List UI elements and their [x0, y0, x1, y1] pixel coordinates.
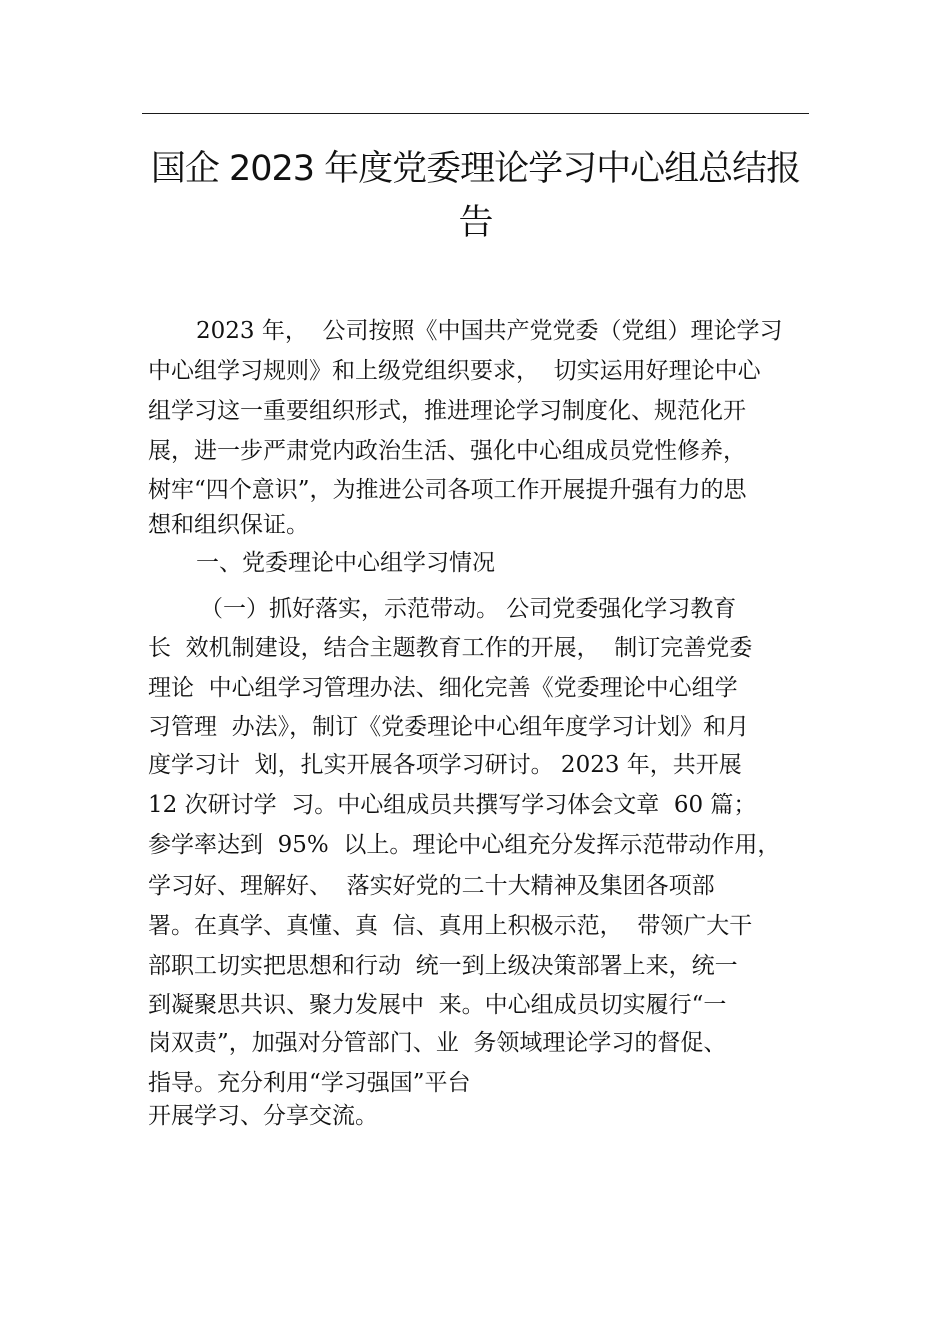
section-line-6: 12 次研讨学 习。中心组成员共撰写学习体会文章 60 篇；	[148, 792, 757, 818]
section-line-7: 参学率达到 95% 以上。理论中心组充分发挥示范带动作用，	[148, 832, 781, 858]
intro-line-1: 2023 年， 公司按照《中国共产党党委（党组）理论学习	[196, 318, 783, 344]
intro-line-4: 展，进一步严肃党内政治生活、强化中心组成员党性修养，	[148, 438, 746, 464]
intro-line-2: 中心组学习规则》和上级党组织要求， 切实运用好理论中心	[148, 358, 761, 384]
section-line-1: （一）抓好落实，示范带动。 公司党委强化学习教育	[200, 596, 737, 622]
document-title	[142, 142, 809, 250]
section-line-3: 理论 中心组学习管理办法、细化完善《党委理论中心组学	[148, 675, 738, 701]
intro-line-6: 想和组织保证。	[148, 512, 309, 538]
section-line-2: 长 效机制建设，结合主题教育工作的开展， 制订完善党委	[148, 635, 753, 661]
section-line-8: 学习好、理解好、 落实好党的二十大精神及集团各项部	[148, 873, 715, 899]
header-rule	[142, 113, 809, 114]
intro-line-3: 组学习这一重要组织形式，推进理论学习制度化、规范化开	[148, 398, 746, 424]
section-line-5: 度学习计 划，扎实开展各项学习研讨。 2023 年，共开展	[148, 752, 742, 778]
title-line-2: 告	[458, 203, 493, 243]
section-line-13: 指导。充分利用“学习强国”平台	[148, 1070, 471, 1096]
title-line-1: 国企 2023 年度党委理论学习中心组总结报	[150, 149, 801, 189]
section-line-4: 习管理 办法》，制订《党委理论中心组年度学习计划》和月	[148, 714, 750, 740]
intro-line-5: 树牢“四个意识”，为推进公司各项工作开展提升强有力的思	[148, 477, 747, 503]
section-line-14: 开展学习、分享交流。	[148, 1103, 378, 1129]
section-line-9: 署。在真学、真懂、真 信、真用上积极示范， 带领广大干	[148, 913, 753, 939]
section-heading: 一、党委理论中心组学习情况	[196, 550, 495, 576]
section-line-11: 到凝聚思共识、聚力发展中 来。中心组成员切实履行“一	[148, 992, 727, 1018]
section-line-10: 部职工切实把思想和行动 统一到上级决策部署上来，统一	[148, 953, 738, 979]
section-line-12: 岗双责”，加强对分管部门、业 务领域理论学习的督促、	[148, 1030, 727, 1056]
